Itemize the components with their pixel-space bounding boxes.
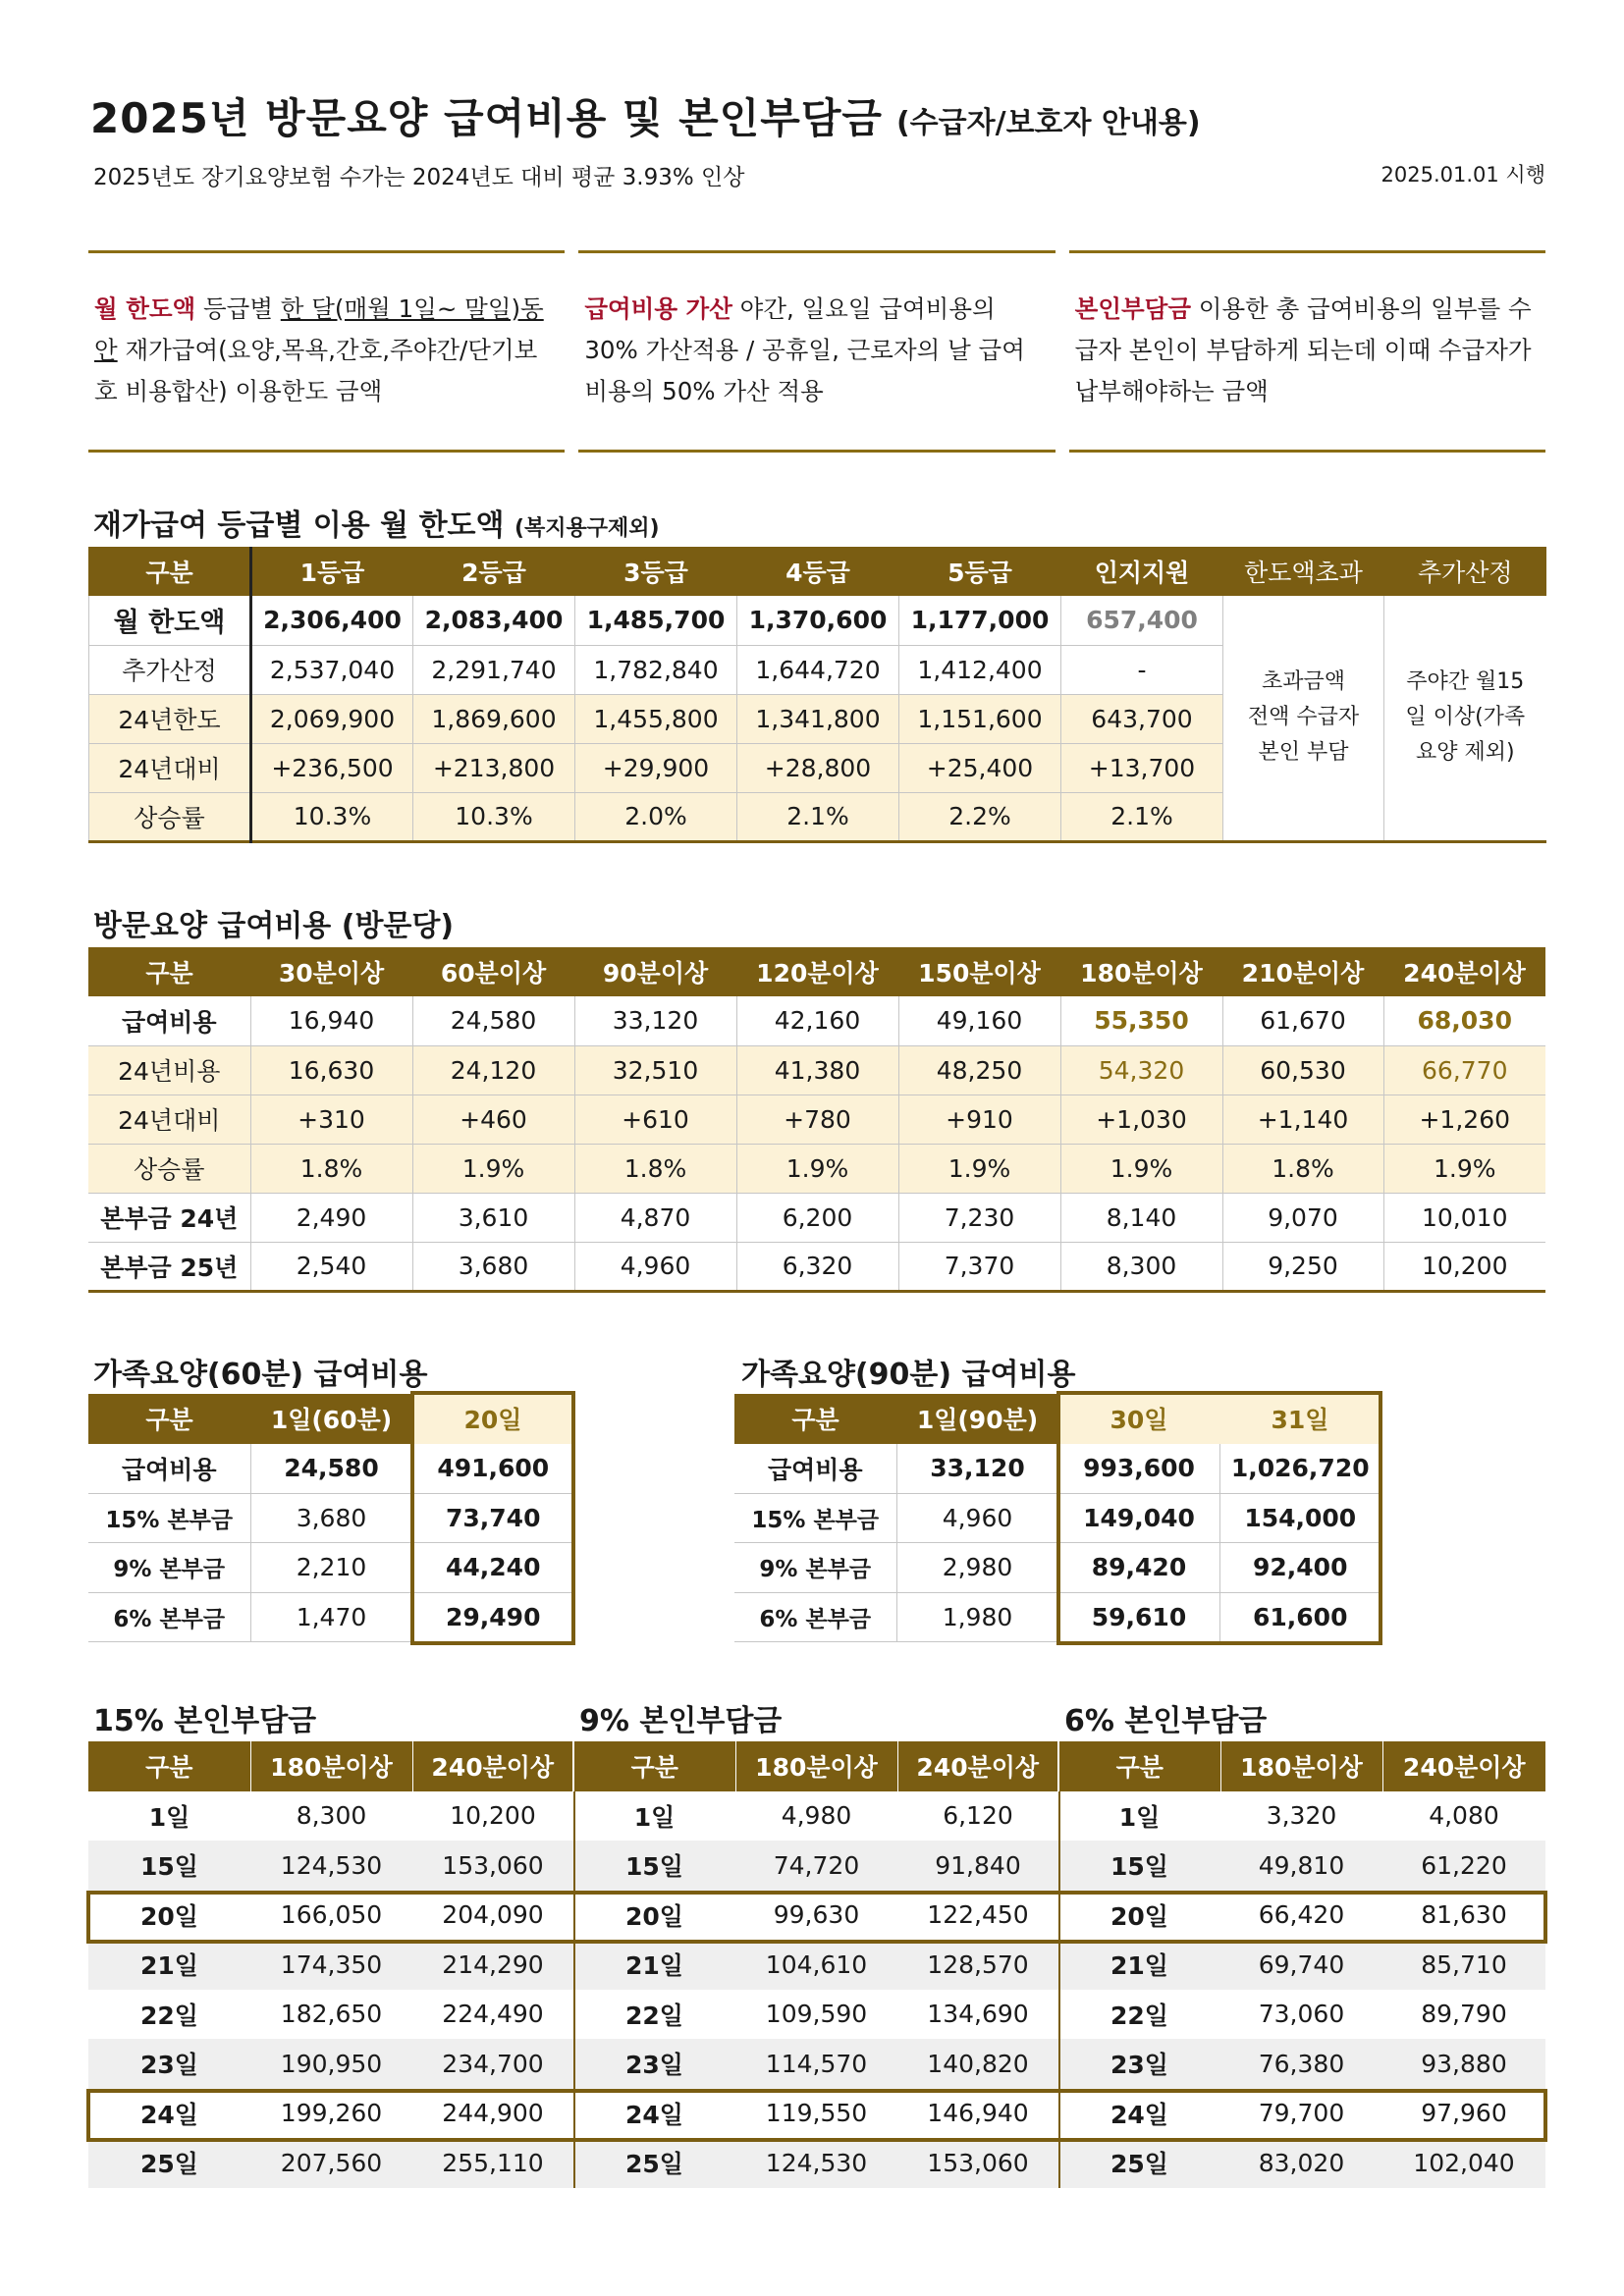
header-cell: 구분 (88, 1394, 250, 1444)
table-cell: 1,782,840 (575, 645, 737, 694)
table-row (88, 2039, 1545, 2089)
table-cell: 16,940 (250, 996, 412, 1045)
row-label: 1일 (148, 1802, 190, 1832)
table-cell: 61,220 (1382, 1841, 1545, 1891)
table-cell: 49,160 (898, 996, 1060, 1045)
row-label: 20일 (140, 1901, 198, 1931)
table-cell: +213,800 (413, 743, 575, 792)
table-cell: 3,320 (1266, 1801, 1337, 1831)
table-cell: 7,370 (898, 1242, 1060, 1291)
table-cell: 1,644,720 (737, 645, 899, 694)
table-cell: 73,060 (1258, 2000, 1345, 2029)
limits-table (88, 547, 1546, 843)
table-cell: 8,300 (1060, 1242, 1222, 1291)
row-label: 24년비용 (88, 1045, 250, 1095)
header-cell: 3등급 (575, 547, 737, 596)
row-label: 급여비용 (734, 1444, 896, 1494)
table-cell: 24,120 (412, 1045, 574, 1095)
note-line: 일 이상(가족 (1405, 705, 1526, 730)
header-cell: 1등급 (251, 547, 413, 596)
limits-section-title (93, 501, 660, 544)
table-cell: 9,250 (1222, 1242, 1383, 1291)
row-label: 25일 (1058, 2138, 1220, 2188)
table-cell: 657,400 (1061, 596, 1223, 645)
definition-underlined: 한 달(매월 1일~ 말일)동안 (94, 294, 544, 364)
table-cell: +910 (898, 1095, 1060, 1144)
table-cell: 97,960 (1421, 2099, 1507, 2128)
table-cell: +610 (574, 1095, 736, 1144)
table-row (88, 1841, 1545, 1891)
table-cell: 134,690 (927, 2000, 1029, 2029)
row-label: 24일 (625, 2100, 683, 2129)
table-cell: 24,580 (412, 996, 574, 1045)
extra-note (1384, 596, 1546, 841)
row-label: 1일 (633, 1802, 676, 1832)
row-label: 22일 (625, 2001, 683, 2030)
header-cell: 180분이상 (1060, 947, 1222, 996)
note-line: 전액 수급자 (1247, 705, 1360, 730)
header-cell: 240분이상 (1382, 1741, 1545, 1791)
table-cell: +28,800 (737, 743, 899, 792)
table-cell: 2.1% (1061, 792, 1223, 841)
row-label: 15% 본부금 (88, 1493, 250, 1543)
row-label: 9% 본부금 (734, 1543, 896, 1593)
table-cell: 16,630 (250, 1045, 412, 1095)
table-cell: 85,710 (1382, 1940, 1545, 1990)
table-cell: 1.9% (736, 1144, 898, 1193)
table-cell: 10,200 (450, 1801, 536, 1831)
row-label: 15일 (88, 1841, 250, 1891)
table-cell: 214,290 (412, 1940, 573, 1990)
table-cell: 244,900 (442, 2099, 544, 2128)
table-cell: 32,510 (574, 1045, 736, 1095)
definition-text: 야간, 일요일 급여비용의 30% 가산적용 / 공휴일, 근로자의 날 급여비용의 50% 가산 적용 (584, 294, 1025, 405)
header-cell: 180분이상 (1220, 1741, 1382, 1791)
limits-header-row (89, 547, 1546, 596)
row-label: 15일 (1058, 1841, 1220, 1891)
family60-header-row (88, 1394, 573, 1444)
table-cell: 24,580 (250, 1444, 412, 1494)
table-cell: 55,350 (1060, 996, 1222, 1045)
row-label: 20일 (625, 1901, 683, 1931)
table-cell: 1,370,600 (737, 596, 899, 645)
table-cell: 174,350 (250, 1940, 412, 1990)
table-row (89, 596, 1546, 645)
table-cell: 1.8% (574, 1144, 736, 1193)
table-cell: 33,120 (574, 996, 736, 1045)
table-cell: 59,610 (1058, 1592, 1219, 1642)
definition-limit (88, 250, 565, 453)
table-cell: 10.3% (413, 792, 575, 841)
table-cell: 81,630 (1421, 1900, 1507, 1930)
table-cell: 102,040 (1382, 2138, 1545, 2188)
family90-table (734, 1394, 1380, 1642)
table-cell: +310 (250, 1095, 412, 1144)
header-cell: 120분이상 (736, 947, 898, 996)
table-cell: 153,060 (412, 1841, 573, 1891)
table-row (88, 1791, 1545, 1842)
header-cell: 30분이상 (250, 947, 412, 996)
table-row (88, 1242, 1545, 1291)
table-cell: 234,700 (412, 2039, 573, 2089)
row-label: 25일 (88, 2138, 250, 2188)
header-cell: 구분 (734, 1394, 896, 1444)
table-cell: 41,380 (736, 1045, 898, 1095)
header-cell: 30일 (1058, 1394, 1219, 1444)
effective-date: 2025.01.01 시행 (1380, 163, 1545, 187)
table-cell: 1,869,600 (413, 694, 575, 743)
table-cell: 6,120 (943, 1801, 1013, 1831)
visit-section-title: 방문요양 급여비용 (방문당) (93, 909, 455, 943)
table-row (88, 1493, 573, 1543)
subtitle: 2025년도 장기요양보험 수가는 2024년도 대비 평균 3.93% 인상 (93, 165, 745, 190)
table-cell: 204,090 (442, 1900, 544, 1930)
header-cell: 210분이상 (1222, 947, 1383, 996)
note-line: 본인 부담 (1258, 740, 1349, 766)
table-cell: 60,530 (1222, 1045, 1383, 1095)
table-cell: 2,210 (250, 1543, 412, 1593)
table-cell: 1,341,800 (737, 694, 899, 743)
table-cell: +25,400 (899, 743, 1061, 792)
definition-copay (1069, 250, 1545, 453)
table-cell: 124,530 (735, 2138, 897, 2188)
page-title (90, 86, 1201, 145)
header-cell: 1일(60분) (250, 1394, 412, 1444)
column-divider (573, 1791, 575, 2188)
table-cell: 149,040 (1058, 1493, 1219, 1543)
table-cell: 49,810 (1220, 1841, 1382, 1891)
definition-text: 재가급여(요양,목욕,간호,주야간/단기보호 비용합산) 이용한도 금액 (94, 336, 538, 405)
definition-surcharge (578, 250, 1055, 453)
row-label: 15일 (573, 1841, 735, 1891)
table-cell: 2.0% (575, 792, 737, 841)
table-cell: 3,680 (250, 1493, 412, 1543)
table-cell: 190,950 (250, 2039, 412, 2089)
header-cell: 1일(90분) (896, 1394, 1058, 1444)
table-cell: 48,250 (898, 1045, 1060, 1095)
table-cell: 54,320 (1060, 1045, 1222, 1095)
table-cell: 29,490 (412, 1592, 573, 1642)
row-label: 21일 (1058, 1940, 1220, 1990)
row-label: 6% 본부금 (88, 1592, 250, 1642)
header-cell: 구분 (1058, 1741, 1220, 1791)
row-label: 23일 (88, 2039, 250, 2089)
row-label: 23일 (573, 2039, 735, 2089)
table-cell: 207,560 (250, 2138, 412, 2188)
row-label: 9% 본부금 (88, 1543, 250, 1593)
table-row (88, 2138, 1545, 2188)
table-cell: 93,880 (1382, 2039, 1545, 2089)
row-label: 24년대비 (89, 743, 251, 792)
row-label: 상승률 (88, 1144, 250, 1193)
table-cell: 1.9% (412, 1144, 574, 1193)
table-row (734, 1543, 1380, 1593)
table-cell: 4,080 (1429, 1801, 1499, 1831)
table-cell: 2,490 (250, 1193, 412, 1242)
table-cell: 1.9% (898, 1144, 1060, 1193)
table-cell: 83,020 (1220, 2138, 1382, 2188)
definition-term: 급여비용 가산 (584, 294, 732, 323)
table-cell: +236,500 (251, 743, 413, 792)
table-cell: 8,300 (296, 1801, 367, 1831)
table-cell: +29,900 (575, 743, 737, 792)
header-cell: 한도액초과 (1223, 547, 1384, 596)
row-label: 24일 (140, 2100, 198, 2129)
header-cell: 구분 (88, 1741, 250, 1791)
table-cell: 199,260 (280, 2099, 383, 2128)
header-cell: 구분 (573, 1741, 735, 1791)
table-cell: 74,720 (735, 1841, 897, 1891)
table-row (88, 1444, 573, 1494)
limits-note: (복지용구제외) (514, 516, 660, 541)
table-cell: 44,240 (412, 1543, 573, 1593)
table-cell: 66,420 (1258, 1900, 1345, 1930)
definition-term: 본인부담금 (1074, 294, 1191, 323)
table-cell: 491,600 (412, 1444, 573, 1494)
table-cell: 73,740 (412, 1493, 573, 1543)
table-cell: 114,570 (735, 2039, 897, 2089)
table-cell: 166,050 (280, 1900, 383, 1930)
title-main: 2025년 방문요양 급여비용 및 본인부담금 (90, 94, 883, 142)
table-cell: 1,151,600 (899, 694, 1061, 743)
table-cell: +460 (412, 1095, 574, 1144)
header-cell: 20일 (412, 1394, 573, 1444)
table-cell: 7,230 (898, 1193, 1060, 1242)
table-cell: 1,026,720 (1219, 1444, 1380, 1494)
table-row (88, 996, 1545, 1045)
table-cell: 3,610 (412, 1193, 574, 1242)
family90-header-row (734, 1394, 1380, 1444)
row-label: 22일 (1110, 2001, 1168, 2030)
header-cell: 180분이상 (250, 1741, 412, 1791)
table-cell: 4,960 (896, 1493, 1058, 1543)
table-cell: 99,630 (773, 1900, 860, 1930)
header-cell: 90분이상 (574, 947, 736, 996)
table-cell: 1,980 (896, 1592, 1058, 1642)
table-row (88, 2089, 1545, 2139)
table-cell: 1.9% (1060, 1144, 1222, 1193)
table-row (88, 1543, 573, 1593)
table-cell: 1.8% (1222, 1144, 1383, 1193)
table-cell: 2.1% (737, 792, 899, 841)
row-label: 21일 (573, 1940, 735, 1990)
visit-header-row (88, 947, 1545, 996)
header-cell: 150분이상 (898, 947, 1060, 996)
note-line: 초과금액 (1261, 669, 1345, 695)
table-cell: 1.9% (1383, 1144, 1545, 1193)
header-cell: 2등급 (413, 547, 575, 596)
copay15-title: 15% 본인부담금 (93, 1704, 317, 1738)
table-cell: 10,200 (1383, 1242, 1545, 1291)
table-cell: 140,820 (897, 2039, 1058, 2089)
table-cell: 4,980 (781, 1801, 852, 1831)
table-row (88, 1891, 1545, 1941)
table-cell: 4,960 (574, 1242, 736, 1291)
table-cell: 182,650 (280, 2000, 383, 2029)
table-cell: 643,700 (1061, 694, 1223, 743)
table-cell: +780 (736, 1095, 898, 1144)
table-cell: 92,400 (1219, 1543, 1380, 1593)
copay-table (88, 1741, 1545, 2188)
table-cell: 1,470 (250, 1592, 412, 1642)
row-label: 24일 (1110, 2100, 1168, 2129)
excess-note (1223, 596, 1384, 841)
table-row (88, 1144, 1545, 1193)
table-cell: 1,455,800 (575, 694, 737, 743)
table-row (734, 1592, 1380, 1642)
table-cell: 61,600 (1219, 1592, 1380, 1642)
table-row (88, 1990, 1545, 2040)
row-label: 24년대비 (88, 1095, 250, 1144)
row-label: 6% 본부금 (734, 1592, 896, 1642)
row-label: 20일 (1110, 1901, 1168, 1931)
row-label: 월 한도액 (89, 596, 251, 645)
table-cell: 89,790 (1421, 2000, 1507, 2029)
table-cell: 2,306,400 (251, 596, 413, 645)
row-label: 25일 (573, 2138, 735, 2188)
row-label: 본부금 25년 (88, 1242, 250, 1291)
row-label: 급여비용 (88, 996, 250, 1045)
table-cell: 124,530 (250, 1841, 412, 1891)
table-cell: 61,670 (1222, 996, 1383, 1045)
table-cell: 2,083,400 (413, 596, 575, 645)
table-row (734, 1493, 1380, 1543)
table-cell: 10,010 (1383, 1193, 1545, 1242)
table-cell: 2,540 (250, 1242, 412, 1291)
row-label: 23일 (1058, 2039, 1220, 2089)
table-cell: 119,550 (765, 2099, 868, 2128)
header-cell: 180분이상 (735, 1741, 897, 1791)
table-row (88, 1940, 1545, 1990)
table-cell: 9,070 (1222, 1193, 1383, 1242)
header-cell: 추가산정 (1384, 547, 1546, 596)
family90-title: 가족요양(90분) 급여비용 (741, 1358, 1076, 1392)
title-sub: (수급자/보호자 안내용) (895, 106, 1201, 140)
table-row (88, 1592, 573, 1642)
row-label: 상승률 (89, 792, 251, 841)
table-cell: 1,412,400 (899, 645, 1061, 694)
table-cell: +13,700 (1061, 743, 1223, 792)
row-label: 15% 본부금 (734, 1493, 896, 1543)
table-row (88, 1045, 1545, 1095)
definition-term: 월 한도액 (94, 294, 196, 323)
table-cell: 6,200 (736, 1193, 898, 1242)
copay6-title: 6% 본인부담금 (1064, 1704, 1268, 1738)
definition-text: 이용한 총 급여비용의 일부를 수급자 본인이 부담하게 되는데 이때 수급자가 납부해야하는 금액 (1074, 294, 1532, 405)
table-cell: 4,870 (574, 1193, 736, 1242)
table-cell: 2,291,740 (413, 645, 575, 694)
row-label: 21일 (88, 1940, 250, 1990)
table-cell: 42,160 (736, 996, 898, 1045)
table-cell: 33,120 (896, 1444, 1058, 1494)
copay-header-row (88, 1741, 1545, 1791)
copay9-title: 9% 본인부담금 (579, 1704, 783, 1738)
table-cell: 69,740 (1220, 1940, 1382, 1990)
table-cell: 1,485,700 (575, 596, 737, 645)
table-cell: 6,320 (736, 1242, 898, 1291)
table-cell: 79,700 (1258, 2099, 1345, 2128)
table-cell: +1,030 (1060, 1095, 1222, 1144)
table-cell: 2,980 (896, 1543, 1058, 1593)
row-label: 추가산정 (89, 645, 251, 694)
definitions (88, 250, 1545, 453)
header-cell: 240분이상 (1383, 947, 1545, 996)
table-cell: 109,590 (765, 2000, 868, 2029)
table-cell: 76,380 (1220, 2039, 1382, 2089)
table-cell: 91,840 (897, 1841, 1058, 1891)
row-label: 1일 (1118, 1802, 1161, 1832)
table-cell: 66,770 (1383, 1045, 1545, 1095)
table-cell: 89,420 (1058, 1543, 1219, 1593)
table-cell: 10.3% (251, 792, 413, 841)
definition-text: 등급별 (195, 294, 281, 323)
table-cell: 68,030 (1383, 996, 1545, 1045)
table-cell: 3,680 (412, 1242, 574, 1291)
header-cell: 60분이상 (412, 947, 574, 996)
header-cell: 5등급 (899, 547, 1061, 596)
table-cell: 146,940 (927, 2099, 1029, 2128)
family60-table (88, 1394, 573, 1642)
table-cell: 255,110 (412, 2138, 573, 2188)
row-label: 22일 (140, 2001, 198, 2030)
table-cell: 154,000 (1219, 1493, 1380, 1543)
visit-table (88, 947, 1545, 1293)
table-cell: 2,069,900 (251, 694, 413, 743)
table-cell: 128,570 (897, 1940, 1058, 1990)
table-cell: 104,610 (735, 1940, 897, 1990)
header-cell: 구분 (89, 547, 251, 596)
table-cell: +1,260 (1383, 1095, 1545, 1144)
note-line: 주야간 월15 (1406, 669, 1525, 695)
header-cell: 4등급 (737, 547, 899, 596)
table-cell: 1,177,000 (899, 596, 1061, 645)
header-cell: 240분이상 (897, 1741, 1058, 1791)
table-cell: 2,537,040 (251, 645, 413, 694)
header-cell: 31일 (1219, 1394, 1380, 1444)
note-line: 요양 제외) (1415, 740, 1515, 766)
table-row (734, 1444, 1380, 1494)
row-label: 24년한도 (89, 694, 251, 743)
table-cell: +1,140 (1222, 1095, 1383, 1144)
header-cell: 240분이상 (412, 1741, 573, 1791)
row-label: 급여비용 (88, 1444, 250, 1494)
table-cell: 153,060 (897, 2138, 1058, 2188)
table-cell: 2.2% (899, 792, 1061, 841)
table-cell: - (1061, 645, 1223, 694)
column-divider (1058, 1791, 1060, 2188)
header-cell: 구분 (88, 947, 250, 996)
table-cell: 993,600 (1058, 1444, 1219, 1494)
row-label: 본부금 24년 (88, 1193, 250, 1242)
table-cell: 122,450 (927, 1900, 1029, 1930)
limits-title: 재가급여 등급별 이용 월 한도액 (93, 508, 505, 543)
header-cell: 인지지원 (1061, 547, 1223, 596)
table-row (88, 1193, 1545, 1242)
family60-title: 가족요양(60분) 급여비용 (93, 1358, 428, 1392)
table-cell: 1.8% (250, 1144, 412, 1193)
table-row (88, 1095, 1545, 1144)
table-cell: 224,490 (442, 2000, 544, 2029)
table-cell: 8,140 (1060, 1193, 1222, 1242)
